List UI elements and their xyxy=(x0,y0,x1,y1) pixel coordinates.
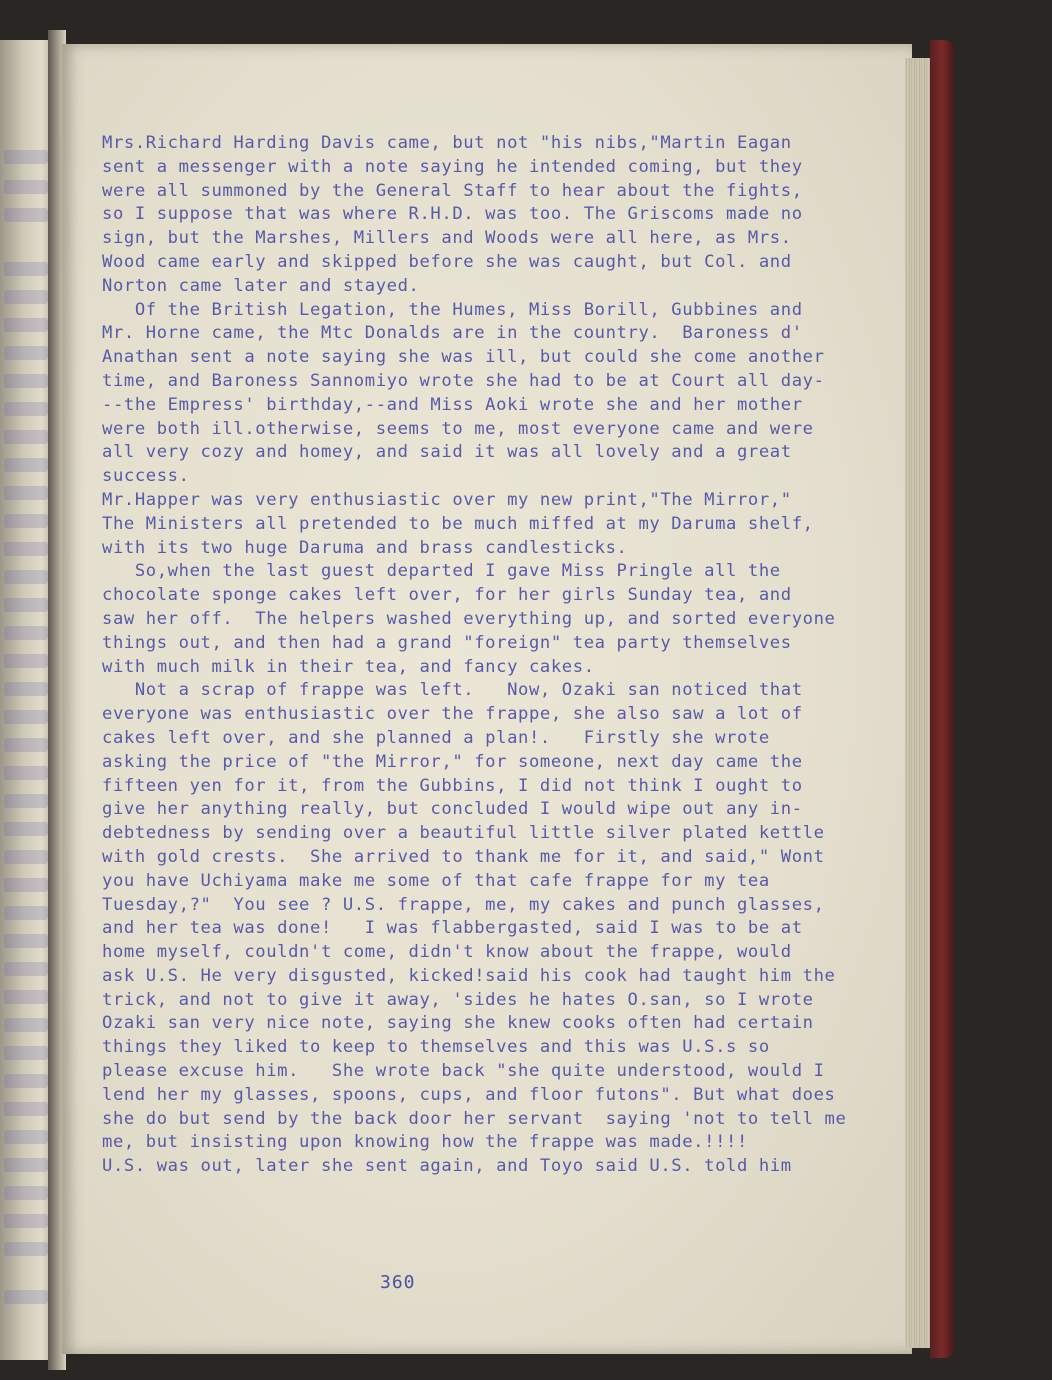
text-line: U.S. was out, later she sent again, and Toyo said U.S. told him xyxy=(102,1156,792,1177)
text-line: --the Empress' birthday,--and Miss Aoki wrote she and her mother xyxy=(102,394,803,415)
bleed-through-text xyxy=(4,1242,48,1256)
bleed-through-text xyxy=(4,542,48,556)
text-line: So,when the last guest departed I gave Miss Pringle all the xyxy=(102,561,781,582)
text-line: Norton came later and stayed. xyxy=(102,275,420,296)
text-line: cakes left over, and she planned a plan!. Firstly she wrote xyxy=(102,727,770,748)
text-line: she do but send by the back door her servant saying 'not to tell me xyxy=(102,1108,847,1129)
book-cover xyxy=(930,40,954,1358)
text-line: give her anything really, but concluded I would wipe out any in- xyxy=(102,799,803,820)
text-line: Ozaki san very nice note, saying she knew cooks often had certain xyxy=(102,1013,814,1034)
bleed-through-text xyxy=(4,738,48,752)
bleed-through-text xyxy=(4,1102,48,1116)
text-line: with much milk in their tea, and fancy cakes. xyxy=(102,656,595,677)
text-line: ask U.S. He very disgusted, kicked!said his cook had taught him the xyxy=(102,965,836,986)
bleed-through-text xyxy=(4,878,48,892)
bleed-through-text xyxy=(4,1130,48,1144)
bleed-through-text xyxy=(4,180,48,194)
text-line: saw her off. The helpers washed everything up, and sorted everyone xyxy=(102,608,836,629)
text-line: with gold crests. She arrived to thank me for it, and said," Wont xyxy=(102,846,825,867)
text-line: Of the British Legation, the Humes, Miss Borill, Gubbines and xyxy=(102,299,803,320)
bleed-through-text xyxy=(4,290,48,304)
text-line: please excuse him. She wrote back "she quite understood, would I xyxy=(102,1061,825,1082)
bleed-through-text xyxy=(4,262,48,276)
bleed-through-text xyxy=(4,598,48,612)
text-line: Tuesday,?" You see ? U.S. frappe, me, my cakes and punch glasses, xyxy=(102,894,825,915)
bleed-through-text xyxy=(4,682,48,696)
text-line: Mrs.Richard Harding Davis came, but not "his nibs,"Martin Eagan xyxy=(102,133,792,153)
bleed-through-text xyxy=(4,1018,48,1032)
text-line: all very cozy and homey, and said it was all lovely and a great xyxy=(102,442,792,463)
text-line: Mr.Happer was very enthusiastic over my new print,"The Mirror," xyxy=(102,489,792,510)
text-line: fifteen yen for it, from the Gubbins, I did not think I ought to xyxy=(102,775,803,796)
bleed-through-text xyxy=(4,458,48,472)
text-line: were both ill.otherwise, seems to me, most everyone came and were xyxy=(102,418,814,439)
bleed-through-text xyxy=(4,374,48,388)
text-line: Anathan sent a note saying she was ill, but could she come another xyxy=(102,347,825,368)
text-line: were all summoned by the General Staff to hear about the fights, xyxy=(102,180,803,201)
bleed-through-text xyxy=(4,822,48,836)
bleed-through-text xyxy=(4,1214,48,1228)
text-line: me, but insisting upon knowing how the frappe was made.!!!! xyxy=(102,1132,748,1153)
bleed-through-text xyxy=(4,346,48,360)
bleed-through-text xyxy=(4,794,48,808)
bleed-through-text xyxy=(4,570,48,584)
text-line: asking the price of "the Mirror," for someone, next day came the xyxy=(102,751,803,772)
bleed-through-text xyxy=(4,430,48,444)
text-line: The Ministers all pretended to be much miffed at my Daruma shelf, xyxy=(102,513,814,534)
page-number: 360 xyxy=(380,1272,416,1293)
bleed-through-text xyxy=(4,1158,48,1172)
text-line: lend her my glasses, spoons, cups, and floor futons". But what does xyxy=(102,1084,836,1105)
bleed-through-text xyxy=(4,906,48,920)
text-line: Wood came early and skipped before she was caught, but Col. and xyxy=(102,251,792,272)
text-line: Mr. Horne came, the Mtc Donalds are in the country. Baroness d' xyxy=(102,323,803,344)
text-line: everyone was enthusiastic over the frappe, she also saw a lot of xyxy=(102,704,803,725)
bleed-through-text xyxy=(4,486,48,500)
bleed-through-text xyxy=(4,990,48,1004)
bleed-through-text xyxy=(4,1046,48,1060)
text-line: Not a scrap of frappe was left. Now, Ozaki san noticed that xyxy=(102,680,803,701)
typed-text-body xyxy=(102,132,902,1179)
bleed-through-text xyxy=(4,962,48,976)
bleed-through-text xyxy=(4,654,48,668)
bleed-through-text xyxy=(4,402,48,416)
text-line: chocolate sponge cakes left over, for her girls Sunday tea, and xyxy=(102,585,792,606)
bleed-through-text xyxy=(4,150,48,164)
text-line: trick, and not to give it away, 'sides he hates O.san, so I wrote xyxy=(102,989,814,1010)
text-line: with its two huge Daruma and brass candlesticks. xyxy=(102,537,628,558)
bleed-through-text xyxy=(4,626,48,640)
text-line: things out, and then had a grand "foreign" tea party themselves xyxy=(102,632,792,653)
text-line: you have Uchiyama make me some of that cafe frappe for my tea xyxy=(102,870,770,891)
bleed-through-text xyxy=(4,766,48,780)
bleed-through-text xyxy=(4,318,48,332)
text-line: sign, but the Marshes, Millers and Woods were all here, as Mrs. xyxy=(102,228,792,249)
text-line: home myself, couldn't come, didn't know about the frappe, would xyxy=(102,942,792,963)
bleed-through-text xyxy=(4,1186,48,1200)
text-line: so I suppose that was where R.H.D. was too. The Griscoms made no xyxy=(102,204,803,225)
bleed-through-text xyxy=(4,850,48,864)
text-line: sent a messenger with a note saying he intended coming, but they xyxy=(102,156,803,177)
text-line: things they liked to keep to themselves and this was U.S.s so xyxy=(102,1037,770,1058)
bleed-through-text xyxy=(4,710,48,724)
bleed-through-text xyxy=(4,208,48,222)
text-line: debtedness by sending over a beautiful little silver plated kettle xyxy=(102,823,825,844)
previous-page-edge xyxy=(0,40,52,1360)
bleed-through-text xyxy=(4,1074,48,1088)
bleed-through-text xyxy=(4,934,48,948)
bleed-through-text xyxy=(4,1290,48,1304)
text-line: time, and Baroness Sannomiyo wrote she had to be at Court all day- xyxy=(102,370,825,391)
bleed-through-text xyxy=(4,514,48,528)
text-line: success. xyxy=(102,466,190,487)
text-line: and her tea was done! I was flabbergasted, said I was to be at xyxy=(102,918,803,939)
